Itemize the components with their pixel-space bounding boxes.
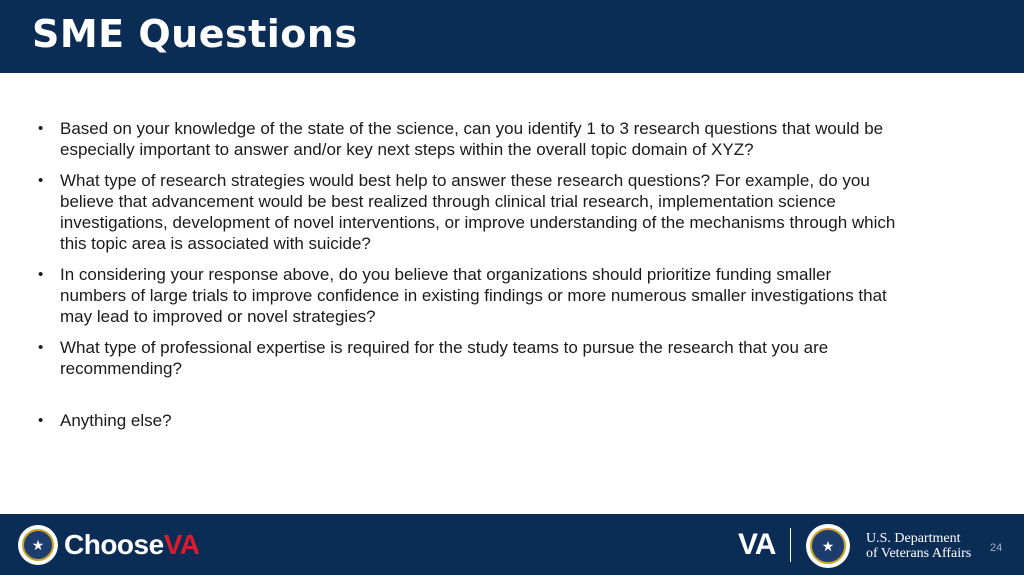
va-seal-icon (18, 525, 58, 565)
bullet-item (36, 118, 896, 160)
choose-va-logo (64, 528, 200, 562)
department-name (866, 531, 971, 561)
bullet-item (36, 337, 896, 379)
bullet-text: What type of professional expertise is required for the study teams to pursue the research that you are recommending? (60, 338, 829, 378)
bullet-icon: • (38, 120, 44, 137)
eagle-icon: ★ (22, 529, 54, 561)
logo-divider (790, 528, 791, 562)
department-line-1: U.S. Department (866, 531, 961, 546)
page-number: 24 (990, 542, 1003, 554)
slide-header (0, 0, 1024, 73)
bullet-icon: • (38, 339, 44, 356)
bullet-item (36, 410, 896, 431)
bullet-item (36, 264, 896, 327)
va-logo: VA (738, 528, 776, 561)
bullet-item (36, 170, 896, 254)
bullet-text: What type of research strategies would best help to answer these research questions? For example, do you believe that advancement would be best realized through clinical trial research, implementation science investigations, development of novel interventions, or improve understanding of the mechanisms through which this topic area is associated with suicide? (60, 171, 896, 253)
department-seal-icon (806, 524, 850, 568)
bullet-icon: • (38, 266, 44, 283)
bullet-icon: • (38, 412, 44, 429)
department-line-2: of Veterans Affairs (866, 546, 972, 561)
choose-text: Choose (64, 529, 164, 560)
bullet-list (36, 118, 896, 441)
slide-title: SME Questions (32, 12, 358, 56)
bullet-text: Anything else? (60, 411, 172, 430)
choose-va-accent: VA (163, 529, 200, 560)
bullet-text: Based on your knowledge of the state of the science, can you identify 1 to 3 research questions that would be especially important to answer and/or key next steps within the overall topic domain of XYZ? (60, 119, 884, 159)
eagle-icon: ★ (810, 528, 846, 564)
bullet-text: In considering your response above, do you believe that organizations should prioritize funding smaller numbers of large trials to improve confidence in existing findings or more numerous smaller investigations that may lead to improved or novel strategies? (60, 265, 887, 326)
bullet-icon: • (38, 172, 44, 189)
